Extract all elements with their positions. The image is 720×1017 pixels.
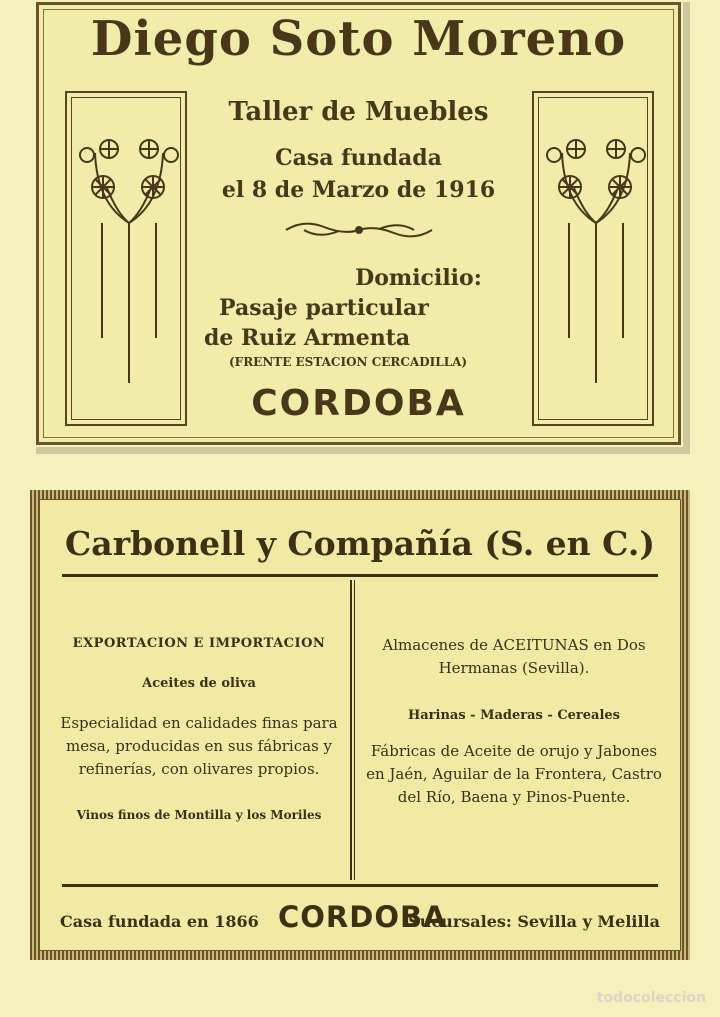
ad2-left-heading: EXPORTACION E IMPORTACION (72, 636, 326, 651)
ad2-footer-founded: Casa fundada en 1866 (60, 912, 259, 931)
ad1-line-ruiz: de Ruiz Armenta (204, 325, 411, 351)
ad1-line-frente: (FRENTE ESTACION CERCADILLA) (229, 355, 468, 369)
ad1-line-pasaje: Pasaje particular (219, 295, 429, 321)
ad1-frame (36, 2, 681, 445)
ad2-frame (39, 499, 681, 951)
ad1-line-domicilio: Domicilio: (355, 265, 482, 291)
ad2-right-sub: Harinas - Maderas - Cereales (407, 708, 621, 723)
ad2-footer-city: CORDOBA (278, 900, 447, 934)
ad2-right-body1: Almacenes de ACEITUNAS en Dos Hermanas (Sevilla). (382, 636, 646, 677)
ad2-column-divider-thin (354, 580, 355, 880)
ad1-city: CORDOBA (251, 383, 466, 424)
ad2-left-body: Especialidad en calidades finas para mesa, producidas en sus fábricas y refinerías, con olivares propios. (60, 714, 338, 778)
ad-diego-soto-moreno (36, 2, 690, 454)
ad2-left-note: Vinos finos de Montilla y los Moriles (76, 808, 322, 822)
ad1-line-casa: Casa fundada (275, 145, 442, 171)
ad2-column-divider (350, 580, 352, 880)
ad2-left-sub: Aceites de oliva (142, 676, 256, 691)
ad2-footer-branches: Sucursales: Sevilla y Melilla (408, 912, 660, 931)
ad2-title: Carbonell y Compañía (S. en C.) (65, 524, 655, 563)
ad2-footer (60, 900, 660, 940)
watermark-text: todocoleccion (596, 990, 706, 1006)
ad1-line-taller: Taller de Muebles (228, 97, 489, 127)
ad-carbonell (30, 490, 690, 960)
left-floral-panel (65, 91, 187, 426)
right-floral-panel (532, 91, 654, 426)
ad1-line-fecha: el 8 de Marzo de 1916 (221, 177, 496, 203)
ad2-right-body2: Fábricas de Aceite de orujo y Jabones en Jaén, Aguilar de la Frontera, Castro del Río, Baena y Pinos-Puente. (366, 742, 662, 806)
scroll-ornament-icon (284, 217, 434, 243)
ad2-rule-top (62, 574, 658, 577)
ad2-rule-bottom (62, 884, 658, 887)
ad1-title: Diego Soto Moreno (90, 11, 627, 67)
floral-ornament-icon (67, 93, 185, 424)
floral-ornament-icon (534, 93, 652, 424)
